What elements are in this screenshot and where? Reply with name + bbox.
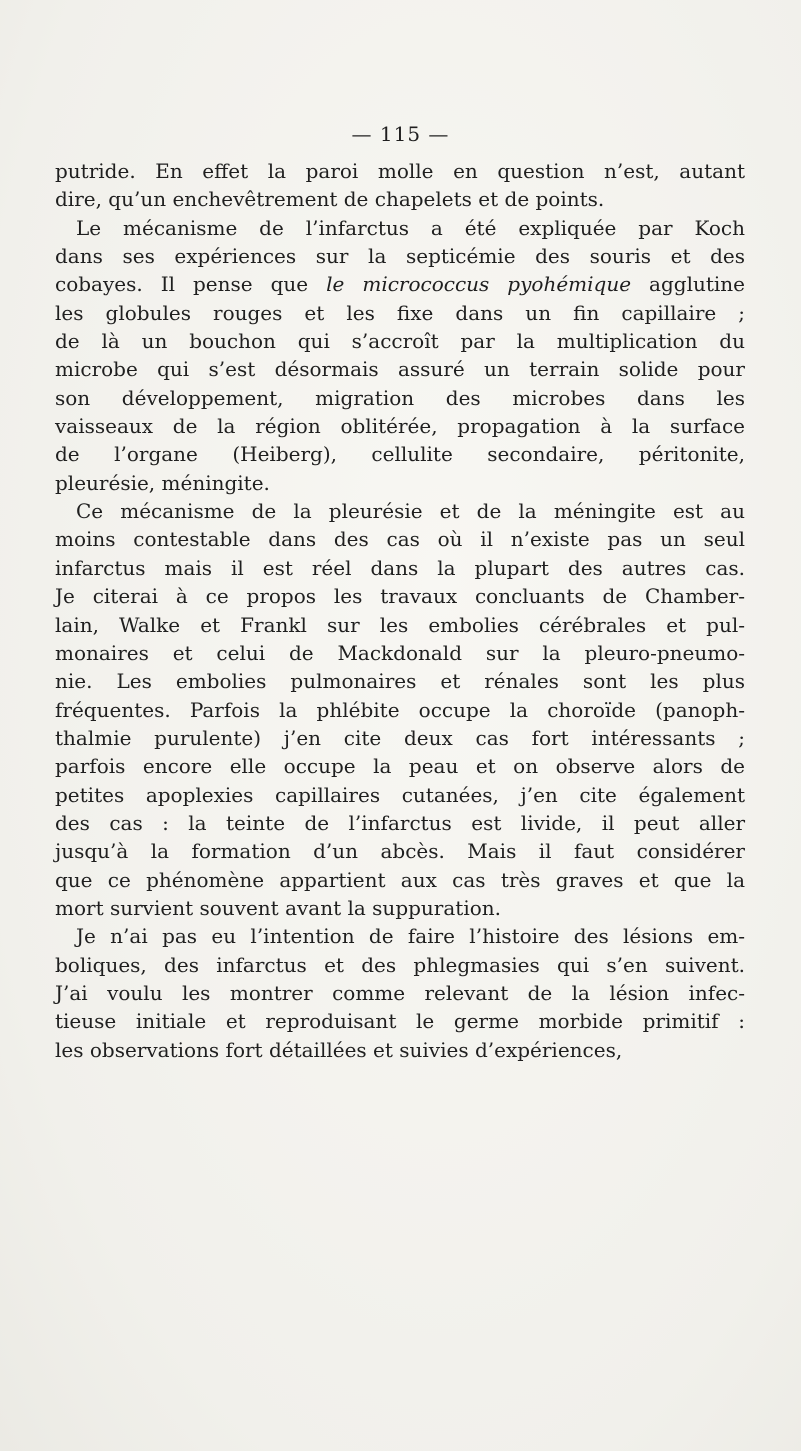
text-line: vaisseaux de la région oblitérée, propagation à la surface — [55, 414, 745, 439]
text-line: Je citerai à ce propos les travaux concluants de Chamber- — [55, 584, 745, 609]
text-line: des cas : la teinte de l’infarctus est livide, il peut aller — [55, 810, 745, 835]
text-line: tieuse initiale et reproduisant le germe morbide primitif : — [55, 1009, 745, 1034]
text-line: son développement, migration des microbes dans les — [55, 385, 745, 410]
text-line: microbe qui s’est désormais assuré un terrain solide pour — [55, 357, 745, 382]
body-text — [55, 157, 745, 1064]
text-line: petites apoplexies capillaires cutanées, j’en cite également — [55, 782, 745, 807]
text-line: Ce mécanisme de la pleurésie et de la méningite est au — [76, 499, 745, 524]
text-line: dans ses expériences sur la septicémie des souris et des — [55, 244, 745, 269]
text-line: que ce phénomène appartient aux cas très graves et que la — [55, 867, 745, 892]
text-line: de l’organe (Heiberg), cellulite secondaire, péritonite, — [55, 442, 745, 467]
text-line: parfois encore elle occupe la peau et on observe alors de — [55, 754, 745, 779]
text-line: Je n’ai pas eu l’intention de faire l’histoire des lésions em- — [76, 924, 745, 949]
text-line: de là un bouchon qui s’accroît par la multiplication du — [55, 329, 745, 354]
text-line: boliques, des infarctus et des phlegmasies qui s’en suivent. — [55, 952, 745, 977]
text-line: Le mécanisme de l’infarctus a été expliquée par Koch — [76, 215, 745, 240]
text-line: pleurésie, méningite. — [55, 470, 270, 495]
text-line: les observations fort détaillées et suivies d’expériences, — [55, 1037, 623, 1062]
page-number: — 115 — — [351, 122, 450, 146]
text-line: monaires et celui de Mackdonald sur la pleuro-pneumo- — [55, 640, 745, 665]
text-line: infarctus mais il est réel dans la plupart des autres cas. — [55, 555, 745, 580]
text-line: fréquentes. Parfois la phlébite occupe la choroïde (panoph- — [55, 697, 745, 722]
text-line: nie. Les embolies pulmonaires et rénales sont les plus — [55, 669, 745, 694]
text-line: cobayes. Il pense que le micrococcus pyohémique agglutine — [55, 272, 746, 297]
text-line: dire, qu’un enchevêtrement de chapelets et de points. — [55, 187, 605, 212]
text-line: thalmie purulente) j’en cite deux cas fort intéressants ; — [55, 725, 745, 750]
text-line: J’ai voulu les montrer comme relevant de la lésion infec- — [55, 980, 745, 1005]
text-line: moins contestable dans des cas où il n’existe pas un seul — [55, 527, 745, 552]
text-line: les globules rouges et les fixe dans un fin capillaire ; — [55, 300, 745, 325]
text-line: putride. En effet la paroi molle en question n’est, autant — [55, 159, 745, 183]
text-line: mort survient souvent avant la suppuration. — [55, 895, 501, 920]
text-line: lain, Walke et Frankl sur les embolies cérébrales et pul- — [55, 612, 745, 637]
text-line: jusqu’à la formation d’un abcès. Mais il faut considérer — [55, 839, 745, 864]
italic-term: le micrococcus pyohémique — [326, 272, 632, 297]
